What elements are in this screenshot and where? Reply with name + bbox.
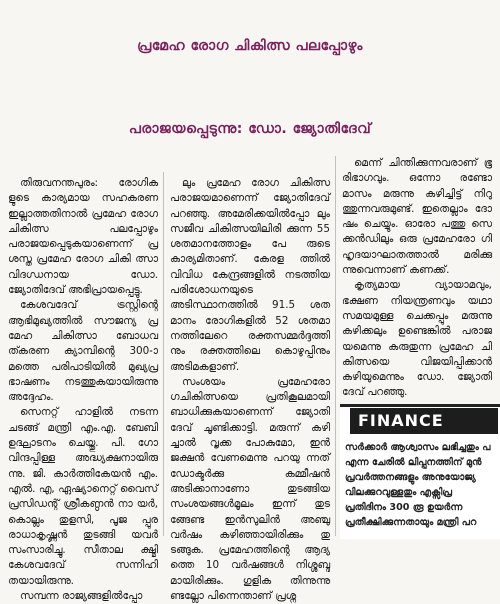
finance-line: സർക്കാർ ആശ്വാസം ലഭിച്ചതും പ	[345, 442, 491, 453]
paragraph: കൃത്യമായ വ്യായാമവും, ഭക്ഷണ നിയന്ത്രണവും യഥാ സമയമുള്ള ചെക്കപ്പും മരുന്നു കഴിക്കലും ഉണ്ടെങ്കിൽ പരാജ യമെന്നു കരുതുന്ന പ്രമേഹ ചി കിത്സയെ വിജയിപ്പിക്കാൻ കഴിയുമെന്നും ഡോ. ജ്യോതി ദേവ് പറഞ്ഞു.	[342, 279, 492, 399]
finance-text	[345, 440, 497, 530]
finance-line: എന്ന ചേരിൽ ലിപ്പനത്തിന് മുൻ	[345, 457, 482, 468]
finance-line: പ്രവർത്തനങ്ങളും അനുയോജ്യ	[345, 472, 476, 483]
finance-title: FINANCE	[350, 408, 498, 434]
paragraph: സമ്പന്ന രാജ്യങ്ങളിൽപ്പോ	[20, 590, 143, 603]
finance-line: പ്രതീക്ഷിക്കുന്നതായും മന്ത്രി പറ	[345, 517, 477, 528]
column-divider	[335, 156, 336, 536]
headline-line-1: പ്രമേഹ രോഗ ചികിത്സ പലപ്പോഴും	[137, 38, 363, 54]
column-divider	[163, 172, 164, 536]
article-column-2	[170, 176, 330, 604]
paragraph: തിരുവനന്തപുരം: രോഗിക ളുടെ കാര്യമായ സഹകരണ ഇല്ലാത്തതിനാൽ പ്രമേഹ രോഗ ചികിത്സ പലപ്പോഴും പരാജയപ്പെടുകയാണെന്ന് പ്ര ശസ്ത പ്രമേഹ രോഗ ചികി ത്സാ വിദഗ്ധനായ ഡോ. ജ്യോതിദേവ് അഭിപ്രായപ്പെട്ടു.	[8, 177, 158, 297]
headline-line-2: പരാജയപ്പെടുന്നു: ഡോ. ജ്യോതിദേവ്	[128, 121, 372, 137]
article-column-3	[342, 156, 492, 401]
paragraph: മെന്ന് ചിന്തിക്കുന്നവരാണ് ഭൂ രിഭാഗവും. ഒന്നോ രണ്ടോ മാസം മരുന്നു കഴിച്ചിട്ട് നിറു ത്തുന്നവരുമുണ്ട്. ഇതെല്ലാം ദോ ഷം ചെയ്യും. ഓരോ പത്തു സെ ക്കൻഡിലും ഒരു പ്രമേഹരോ ഗി ഹൃദയാഘാതത്താൽ മരിക്കു ന്നുവെന്നാണ് കണക്ക്.	[342, 157, 492, 277]
article-column-1	[8, 176, 158, 604]
paragraph: സംശയം പ്രമേഹരോ ഗചികിത്സയെ പ്രതികൂലമായി ബാധിക്കുകയാണെന്ന് ജ്യോതി ദേവ് ചൂണ്ടിക്കാട്ടി. മരുന്ന് കഴി ച്ചാൽ വൃക്ക പോകുമോ, ഇൻ ജക്ഷൻ വേണമെന്നു പറയു ന്നത് ഡോക്ടർക്കു കമ്മീഷൻ അടിക്കാനാണോ തുടങ്ങിയ സംശയങ്ങൾമൂലം ഇന്ന് തുട ങ്ങേണ്ട ഇൻസുലിൻ അഞ്ചു വർഷം കഴിഞ്ഞായിരിക്കും തു ടങ്ങുക. പ്രമേഹത്തിന്റെ ആദ്യ ത്തെ 10 വർഷങ്ങൾ നിശ്ശബ്ദ മായിരിക്കും. ഗുളിക തിന്നുന്നു ണ്ടല്ലോ പിന്നെന്താണ് പ്രശ്ന	[170, 375, 330, 603]
paragraph: ലും പ്രമേഹ രോഗ ചികിത്സ പരാജയമാണെന്ന് ജ്യോതിദേവ് പറഞ്ഞു. അമേരിക്കയിൽപ്പോ ലും സജീവ ചികിത്സയിലിരി ക്കുന്ന 55 ശതമാനത്തോളം പേ രുടെ കാര്യമിതാണ്. കേരള ത്തിൽ വിവിധ കേന്ദ്രങ്ങളിൽ നടത്തിയ പരിശോധനയുടെ അടിസ്ഥാനത്തിൽ 91.5 ശത മാനം രോഗികളിൽ 52 ശതമാ നത്തിലേറെ രക്തസമ്മർദ്ദത്തി നും രക്തത്തിലെ കൊഴുപ്പിനും അടിമകളാണ്.	[170, 177, 330, 373]
finance-line: വിലക്കുറവുള്ളതും എക്സിപ്ര	[345, 487, 453, 498]
paragraph: കേശവദേവ് ട്രസ്റ്റിന്റെ ആഭിമുഖ്യത്തിൽ സൗജന്യ പ്ര മേഹ ചികിത്സാ ബോധവ ത്കരണ ക്യാമ്പിന്റെ 300-ാ മത്തെ പരിപാടിയിൽ മുഖ്യപ്ര ഭാഷണം നടത്തുകയായിരുന്നു അദ്ദേഹം.	[8, 299, 158, 404]
paragraph: സെനറ്റ് ഹാളിൽ നടന്ന ചടങ്ങ് മന്ത്രി എം.എ. ബേബി ഉദ്ഘാടനം ചെയ്തു. പി. ഗോ വിന്ദപ്പിള്ള അദ്ധ്യക്ഷനായിരു ന്നു. ജി. കാർത്തികേയൻ എം. എൽ. എ, ഏഷ്യാനെറ്റ് വൈസ് പ്രസിഡന്റ് ശ്രീകണ്ഠൻ നാ യർ, കൊല്ലം തുളസി, പൂജ പ്പുര രാധാകൃഷ്ണൻ തുടങ്ങി യവർ സംസാരിച്ചു. സീതാല ക്ഷ്മി കേശവദേവ് സന്നിഹി തയായിരുന്നു.	[8, 406, 158, 587]
finance-line: പ്രതിദിനം 300 രൂ ഉയർന്ന	[345, 502, 463, 513]
